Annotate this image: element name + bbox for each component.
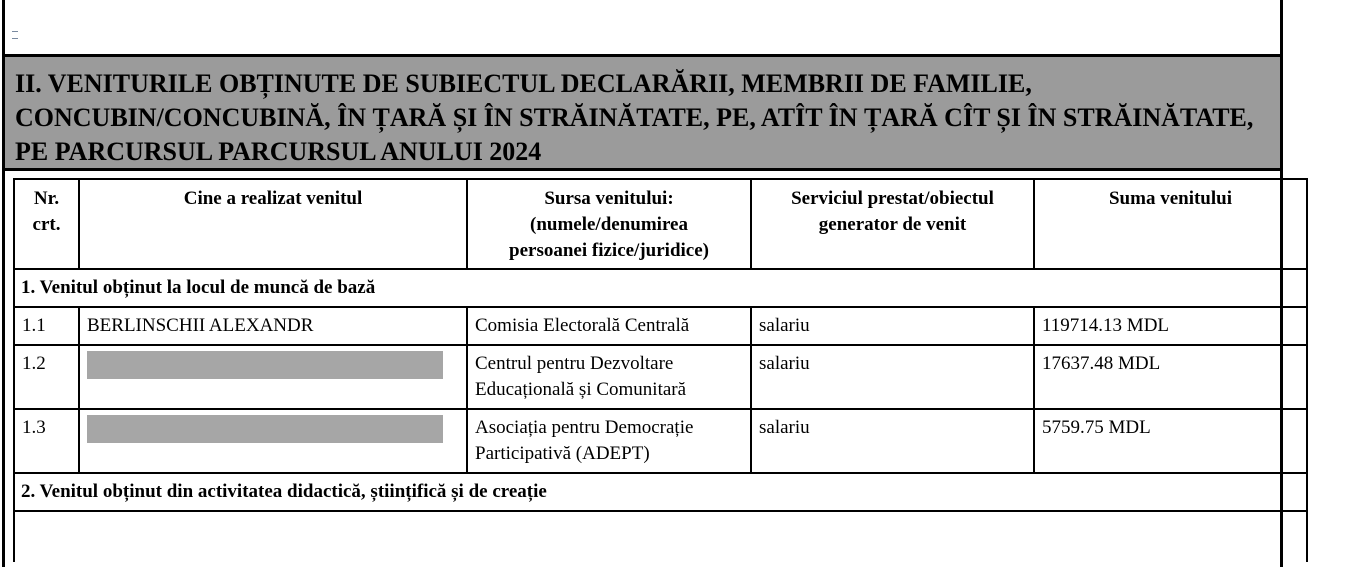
header-source-line1: Sursa venitului: bbox=[544, 188, 674, 209]
header-service: Serviciul prestat/obiectul generator de venit bbox=[751, 179, 1034, 269]
header-source-line3: persoanei fizice/juridice) bbox=[509, 240, 709, 261]
cell-amount: 119714.13 MDL bbox=[1034, 307, 1307, 345]
table-row bbox=[14, 409, 1307, 473]
header-amount: Suma venitului bbox=[1034, 179, 1307, 269]
table-row bbox=[14, 307, 1307, 345]
header-who: Cine a realizat venitul bbox=[79, 179, 467, 269]
section-title-line3: PE PARCURSUL PARCURSUL ANULUI 2024 bbox=[15, 137, 542, 166]
cell-amount: 5759.75 MDL bbox=[1034, 409, 1307, 473]
income-table-wrapper bbox=[13, 178, 1306, 562]
empty-cell bbox=[14, 511, 1307, 562]
cell-nr: 1.2 bbox=[14, 345, 79, 409]
cell-source: Comisia Electorală Centrală bbox=[467, 307, 751, 345]
cell-who: BERLINSCHII ALEXANDR bbox=[79, 307, 467, 345]
header-nr: Nr. crt. bbox=[14, 179, 79, 269]
header-source bbox=[467, 179, 751, 269]
cell-who bbox=[79, 345, 467, 409]
cell-source: Centrul pentru Dezvoltare Educațională și Comunitară bbox=[467, 345, 751, 409]
category-label: 2. Venitul obținut din activitatea didactică, științifică și de creație bbox=[14, 473, 1307, 511]
cell-source: Asociația pentru Democrație Participativă (ADEPT) bbox=[467, 409, 751, 473]
cell-nr: 1.3 bbox=[14, 409, 79, 473]
section-title bbox=[15, 67, 1270, 169]
cell-who bbox=[79, 409, 467, 473]
cell-nr: 1.1 bbox=[14, 307, 79, 345]
cell-amount: 17637.48 MDL bbox=[1034, 345, 1307, 409]
income-table bbox=[13, 178, 1308, 562]
section-title-line2: CONCUBIN/CONCUBINĂ, ÎN ȚARĂ ȘI ÎN STRĂINĂTATE, PE, ATÎT ÎN ȚARĂ CÎT ȘI ÎN STRĂINĂTATE, bbox=[15, 103, 1254, 132]
table-header-row bbox=[14, 179, 1307, 269]
category-label: 1. Venitul obținut la locul de muncă de bază bbox=[14, 269, 1307, 307]
category-row-1 bbox=[14, 269, 1307, 307]
cell-service: salariu bbox=[751, 307, 1034, 345]
section-header bbox=[2, 54, 1283, 171]
cell-service: salariu bbox=[751, 409, 1034, 473]
redaction-block bbox=[87, 415, 443, 443]
cell-service: salariu bbox=[751, 345, 1034, 409]
redaction-block bbox=[87, 351, 443, 379]
empty-row bbox=[14, 511, 1307, 562]
category-row-2 bbox=[14, 473, 1307, 511]
section-title-line1: II. VENITURILE OBȚINUTE DE SUBIECTUL DECLARĂRII, MEMBRII DE FAMILIE, bbox=[15, 69, 1032, 98]
header-source-line2: (numele/denumirea bbox=[530, 214, 688, 235]
table-row bbox=[14, 345, 1307, 409]
